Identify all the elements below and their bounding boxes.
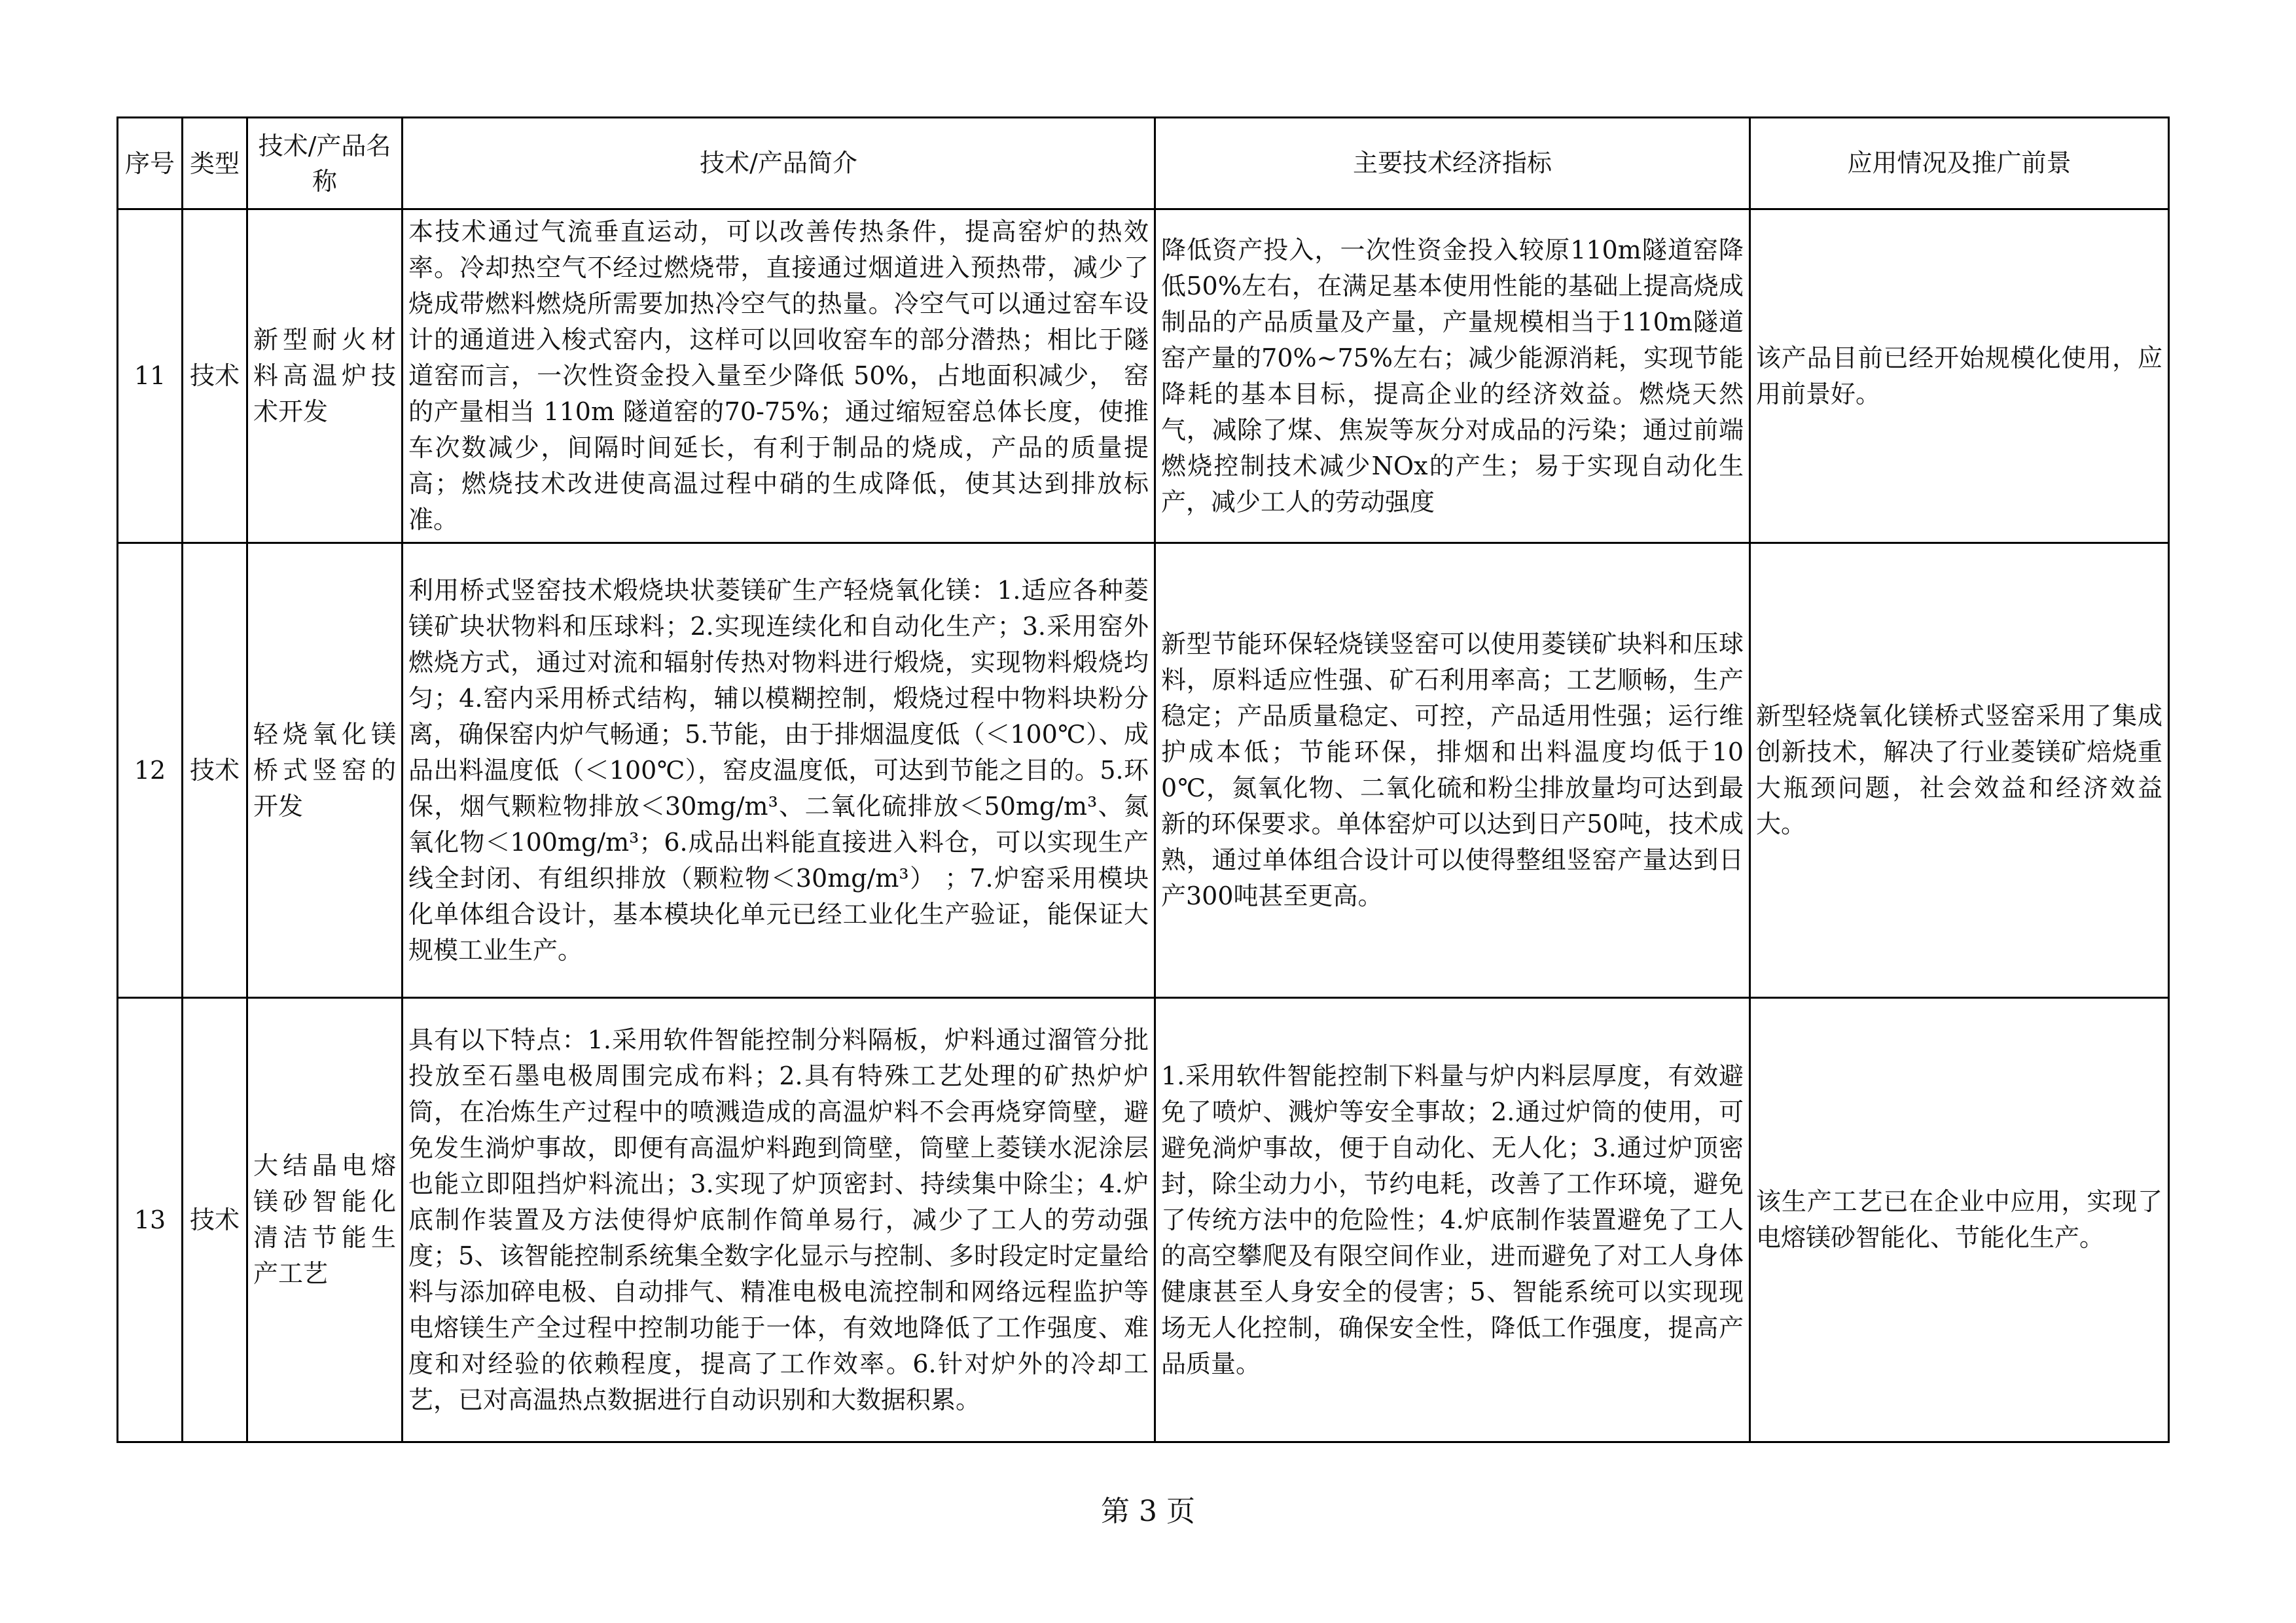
table-header-row xyxy=(118,118,2169,209)
header-intro: 技术/产品简介 xyxy=(403,118,1155,209)
cell-indicators: 新型节能环保轻烧镁竖窑可以使用菱镁矿块料和压球料，原料适应性强、矿石利用率高；工艺顺畅，生产稳定；产品质量稳定、可控，产品适用性强；运行维护成本低；节能环保，排烟和出料温度均低于100℃，氮氧化物、二氧化硫和粉尘排放量均可达到最新的环保要求。单体窑炉可以达到日产50吨，技术成熟，通过单体组合设计可以使得整组竖窑产量达到日产300吨甚至更高。 xyxy=(1155,543,1750,998)
cell-prospects: 新型轻烧氧化镁桥式竖窑采用了集成创新技术，解决了行业菱镁矿焙烧重大瓶颈问题，社会效益和经济效益大。 xyxy=(1750,543,2169,998)
cell-intro: 具有以下特点：1.采用软件智能控制分料隔板，炉料通过溜管分批投放至石墨电极周围完成布料；2.具有特殊工艺处理的矿热炉炉筒，在冶炼生产过程中的喷溅造成的高温炉料不会再烧穿筒壁，避免发生淌炉事故，即便有高温炉料跑到筒壁，筒壁上菱镁水泥涂层也能立即阻挡炉料流出；3.实现了炉顶密封、持续集中除尘；4.炉底制作装置及方法使得炉底制作简单易行，减少了工人的劳动强度；5、该智能控制系统集全数字化显示与控制、多时段定时定量给料与添加碎电极、自动排气、精准电极电流控制和网络远程监护等电熔镁生产全过程中控制功能于一体，有效地降低了工作强度、难度和对经验的依赖程度，提高了工作效率。6.针对炉外的冷却工艺，已对高温热点数据进行自动识别和大数据积累。 xyxy=(403,998,1155,1442)
technology-table xyxy=(117,116,2170,1443)
cell-indicators: 降低资产投入，一次性资金投入较原110m隧道窑降低50%左右，在满足基本使用性能的基础上提高烧成制品的产品质量及产量，产量规模相当于110m隧道窑产量的70%~75%左右；减少能源消耗，实现节能降耗的基本目标，提高企业的经济效益。燃烧天然气，减除了煤、焦炭等灰分对成品的污染；通过前端燃烧控制技术减少NOx的产生；易于实现自动化生产，减少工人的劳动强度 xyxy=(1155,209,1750,543)
cell-seq: 13 xyxy=(118,998,183,1442)
cell-type: 技术 xyxy=(183,209,247,543)
cell-seq: 12 xyxy=(118,543,183,998)
header-type: 类型 xyxy=(183,118,247,209)
cell-type: 技术 xyxy=(183,543,247,998)
cell-seq: 11 xyxy=(118,209,183,543)
header-name: 技术/产品名称 xyxy=(247,118,403,209)
cell-name: 轻烧氧化镁桥式竖窑的开发 xyxy=(247,543,403,998)
table-row xyxy=(118,998,2169,1442)
cell-type: 技术 xyxy=(183,998,247,1442)
cell-prospects: 该生产工艺已在企业中应用，实现了电熔镁砂智能化、节能化生产。 xyxy=(1750,998,2169,1442)
cell-prospects: 该产品目前已经开始规模化使用，应用前景好。 xyxy=(1750,209,2169,543)
cell-intro: 本技术通过气流垂直运动，可以改善传热条件，提高窑炉的热效率。冷却热空气不经过燃烧带，直接通过烟道进入预热带，减少了烧成带燃料燃烧所需要加热冷空气的热量。冷空气可以通过窑车设计的通道进入梭式窑内，这样可以回收窑车的部分潜热；相比于隧道窑而言，一次性资金投入量至少降低 50%，占地面积减少， 窑的产量相当 110m 隧道窑的70-75%；通过缩短窑总体长度，使推车次数减少，间隔时间延长，有利于制品的烧成，产品的质量提高；燃烧技术改进使高温过程中硝的生成降低，使其达到排放标准。 xyxy=(403,209,1155,543)
cell-name: 大结晶电熔镁砂智能化清洁节能生产工艺 xyxy=(247,998,403,1442)
cell-indicators: 1.采用软件智能控制下料量与炉内料层厚度，有效避免了喷炉、溅炉等安全事故；2.通过炉筒的使用，可避免淌炉事故，便于自动化、无人化；3.通过炉顶密封，除尘动力小，节约电耗，改善了工作环境，避免了传统方法中的危险性；4.炉底制作装置避免了工人的高空攀爬及有限空间作业，进而避免了对工人身体健康甚至人身安全的侵害；5、智能系统可以实现现场无人化控制，确保安全性，降低工作强度，提高产品质量。 xyxy=(1155,998,1750,1442)
header-indicators: 主要技术经济指标 xyxy=(1155,118,1750,209)
table-row xyxy=(118,209,2169,543)
page-number: 第 3 页 xyxy=(1101,1495,1195,1528)
header-seq: 序号 xyxy=(118,118,183,209)
cell-intro: 利用桥式竖窑技术煅烧块状菱镁矿生产轻烧氧化镁：1.适应各种菱镁矿块状物料和压球料；2.实现连续化和自动化生产；3.采用窑外燃烧方式，通过对流和辐射传热对物料进行煅烧，实现物料煅烧均匀；4.窑内采用桥式结构，辅以模糊控制，煅烧过程中物料块粉分离，确保窑内炉气畅通；5.节能，由于排烟温度低（＜100℃）、成品出料温度低（＜100℃），窑皮温度低，可达到节能之目的。5.环保，烟气颗粒物排放＜30mg/m³、二氧化硫排放＜50mg/m³、氮氧化物＜100mg/m³；6.成品出料能直接进入料仓，可以实现生产线全封闭、有组织排放（颗粒物＜30mg/m³） ；7.炉窑采用模块化单体组合设计，基本模块化单元已经工业化生产验证，能保证大规模工业生产。 xyxy=(403,543,1155,998)
cell-name: 新型耐火材料高温炉技术开发 xyxy=(247,209,403,543)
table-row xyxy=(118,543,2169,998)
header-prospects: 应用情况及推广前景 xyxy=(1750,118,2169,209)
